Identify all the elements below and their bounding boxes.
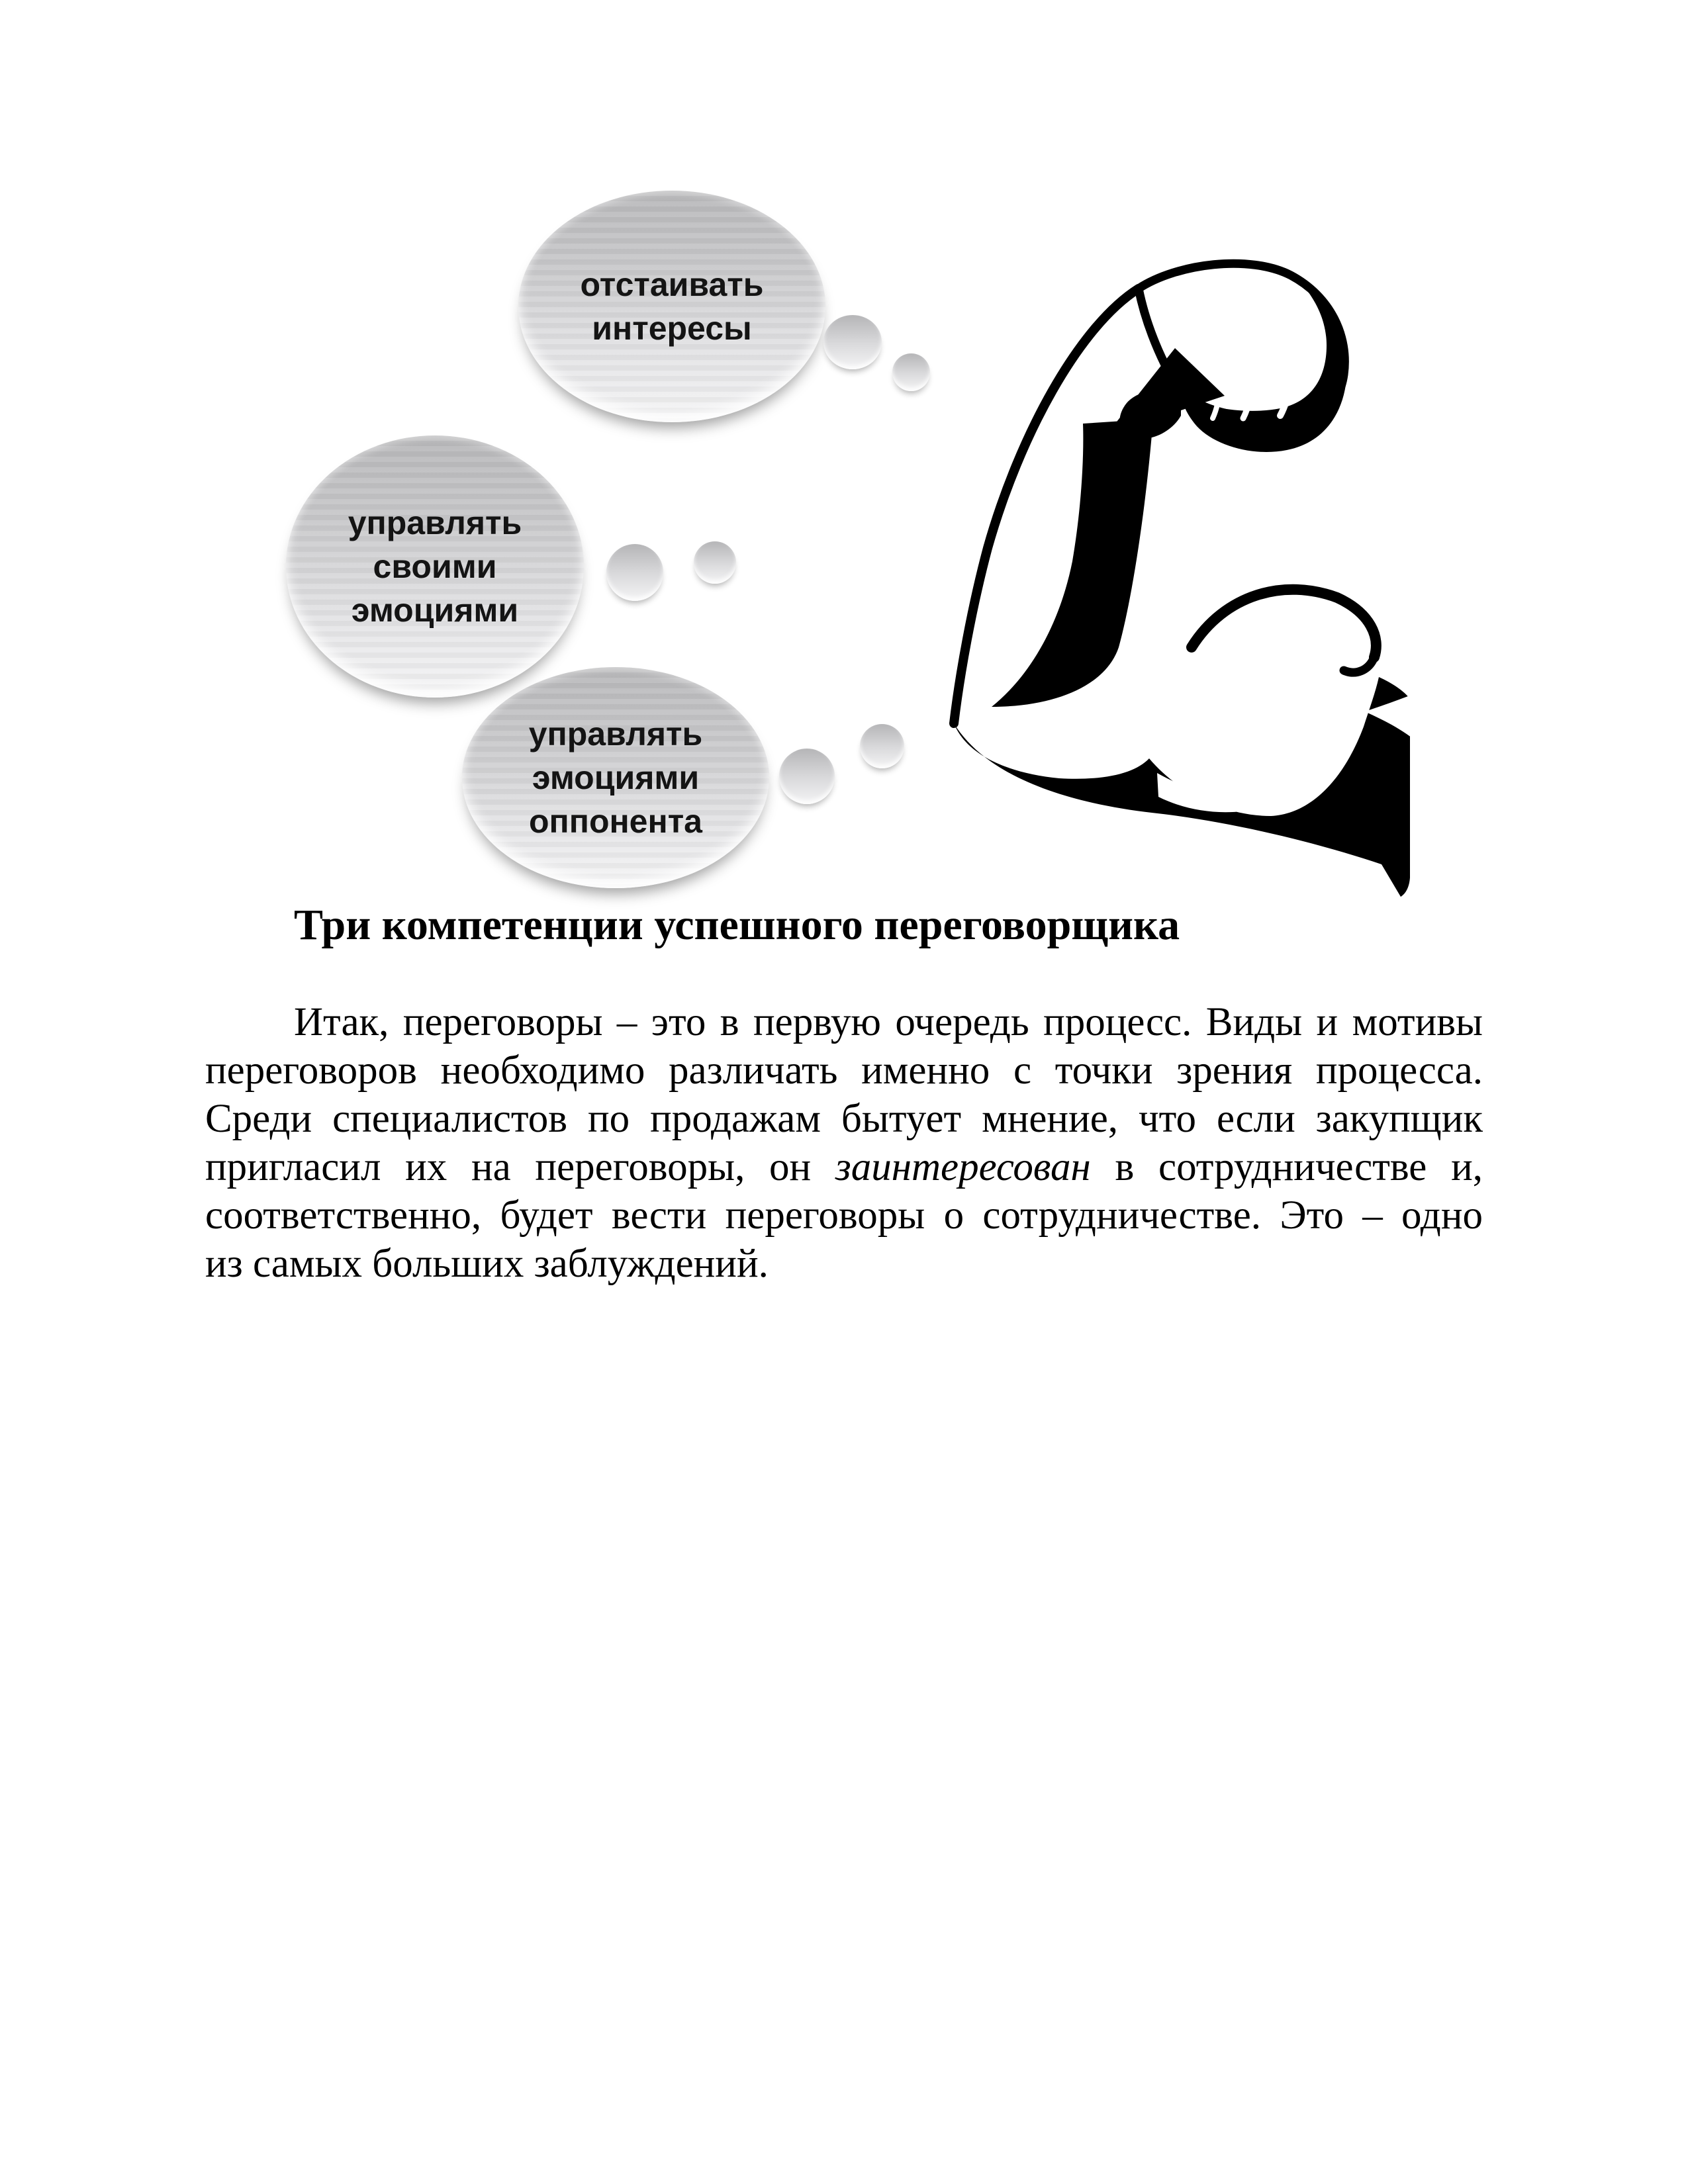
paragraph-line: соответственно, будет вести переговоры о сотрудничестве. Это – одно	[205, 1193, 1483, 1238]
bubble-text-line: управлять	[348, 504, 522, 541]
thought-trail-dot	[694, 541, 736, 584]
thought-bubble-manage-opponent-emotions	[462, 667, 769, 888]
bubble-text-line: интересы	[592, 310, 752, 347]
paragraph-line: из самых больших заблуждений.	[205, 1242, 769, 1286]
paragraph-line: Итак, переговоры – это в первую очередь процесс. Виды и мотивы	[294, 1000, 1483, 1044]
thought-trail-dot	[860, 724, 904, 768]
paragraph-line	[205, 1143, 1483, 1191]
thought-trail-dot	[606, 544, 663, 601]
bubble-text-line: эмоциями	[351, 592, 519, 629]
body-paragraph	[205, 998, 1483, 1288]
bubble-text-line: эмоциями	[532, 759, 700, 796]
thought-trail-dot	[823, 315, 882, 369]
bubble-text-line: управлять	[528, 715, 703, 752]
thought-trail-dot	[779, 749, 835, 804]
paragraph-text: в сотрудничестве и,	[1090, 1145, 1483, 1189]
thought-bubble-defend-interests	[518, 191, 825, 422]
thought-bubble-manage-own-emotions	[286, 435, 584, 698]
figure-caption: Три компетенции успешного переговорщика	[294, 901, 1180, 949]
bubble-text-line: отстаивать	[580, 266, 764, 303]
paragraph-text: пригласил их на переговоры, он	[205, 1145, 835, 1189]
bubble-text-line: своими	[373, 548, 497, 585]
negotiator-competencies-figure	[0, 0, 1688, 966]
paragraph-line: Среди специалистов по продажам бытует мнение, что если закупщик	[205, 1097, 1483, 1141]
bubble-text-line: оппонента	[529, 803, 702, 840]
paragraph-italic-text: заинтересован	[835, 1145, 1091, 1189]
paragraph-line: переговоров необходимо различать именно с точки зрения процесса.	[205, 1048, 1483, 1093]
flexed-bicep-arm-icon	[914, 250, 1443, 912]
